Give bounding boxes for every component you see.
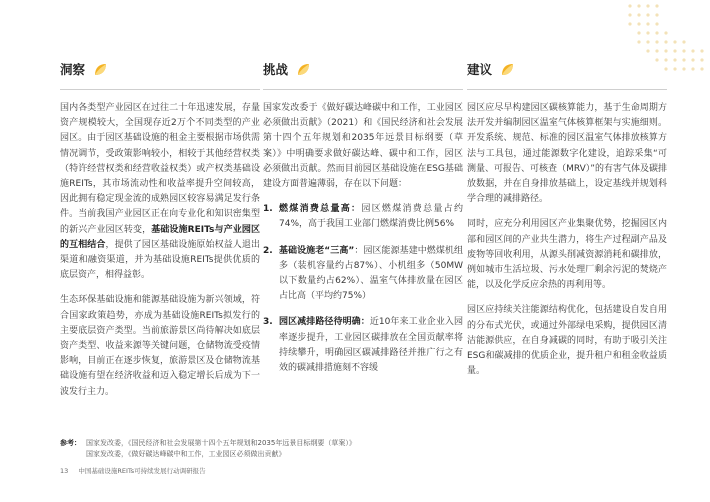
decorative-dot — [682, 67, 685, 70]
insight-column — [60, 58, 260, 410]
insight-heading — [60, 58, 260, 80]
decorative-dot — [646, 40, 649, 43]
page-number: 13 — [60, 467, 69, 475]
decorative-dot — [682, 40, 685, 43]
insight-title: 洞察 — [60, 62, 86, 77]
insight-divider — [60, 89, 260, 90]
decorative-dot — [664, 40, 667, 43]
decorative-dot — [664, 31, 667, 34]
decorative-dot — [655, 40, 658, 43]
decorative-dot — [655, 4, 658, 7]
recommendation-title: 建议 — [467, 62, 493, 77]
decorative-dot — [700, 67, 703, 70]
recommendation-divider — [467, 89, 667, 90]
recommendation-paragraph: 园区应持续关注能源结构优化，包括建设自发自用的分布式光伏，或通过外部绿电采购，提供园区清洁能源供应，在自身减碳的同时，有助于吸引关注ESG和碳减排的优质企业，提升租户和租金收益质量。 — [467, 305, 667, 377]
reference-item: 参考： 国家发改委，《国民经济和社会发展第十四个五年规划和2035年远景目标纲要（草案）》 — [60, 439, 356, 447]
references-label: 参考： — [60, 439, 81, 447]
decorative-dot — [646, 49, 649, 52]
decorative-dot — [637, 31, 640, 34]
leaf-icon — [94, 63, 107, 76]
decorative-dot — [664, 49, 667, 52]
challenge-list-item: 1. 燃煤消费总量高：园区燃煤消费总量占约74%，高于我国工业部门燃煤消费比例56% — [263, 204, 463, 230]
recommendation-heading — [467, 58, 667, 80]
leaf-icon — [297, 63, 310, 76]
decorative-dot — [655, 13, 658, 16]
leaf-icon — [501, 63, 514, 76]
decorative-dot — [637, 40, 640, 43]
decorative-dot — [691, 58, 694, 61]
decorative-dot — [682, 49, 685, 52]
decorative-dot — [691, 67, 694, 70]
decorative-dot — [637, 4, 640, 7]
decorative-dot — [637, 22, 640, 25]
challenge-list-item: 2. 基础设施老“三高”：园区能源基建中燃煤机组多（装机容量约占87%）、小机组多（50MW以下数量约占62%）、温室气体排放量在园区占比高（平均约75%） — [263, 245, 463, 302]
page-footer — [60, 466, 206, 475]
decorative-dot — [628, 22, 631, 25]
challenge-title: 挑战 — [263, 62, 289, 77]
decorative-dot — [655, 31, 658, 34]
decorative-dot — [646, 22, 649, 25]
decorative-dot — [673, 58, 676, 61]
recommendation-paragraph: 同时，应充分利用园区产业集聚优势，挖掘园区内部和园区间的产业共生潜力，将生产过程副产品及废物等回收利用，从源头削减资源消耗和碳排放，例如城市生活垃圾、污水处理厂剩余污泥的焚烧产能，以及化学反应余热的再利用等。 — [467, 219, 667, 291]
decorative-dot — [628, 4, 631, 7]
decorative-dot — [673, 67, 676, 70]
decorative-dot — [646, 13, 649, 16]
insight-paragraph: 国内各类型产业园区在过往二十年迅速发展，存量资产规模较大，全国现存近2万个不同类型的产业园区。由于园区基础设施的租金主要根据市场供需情况调节，受政策影响较小，相较于其他经营权类（特许经营权类和经营收益权类）或产权类基础设施REITs，其市场流动性和收益率提升空间较高，因此拥有稳定现金流的成熟园区较容易满足发行条件。当前我国产业园区正在向专业化和知识密集型的新兴产业园区转变，基础设施REITs与产业园区的互相结合，提供了园区基础设施原始权益人退出渠道和融资渠道，并为基础设施REITs提供优质的底层资产，相得益彰。 — [60, 103, 260, 281]
decorative-dot — [628, 13, 631, 16]
decorative-dot — [691, 49, 694, 52]
challenge-column — [263, 58, 463, 387]
decorative-dot — [646, 31, 649, 34]
decorative-dot — [700, 58, 703, 61]
decorative-dot — [682, 58, 685, 61]
challenge-list-item: 3. 园区减排路径待明确：近10年来工业企业入园率逐步提升，工业园区碳排放在全国贡献率将持续攀升，明确园区碳减排路径并推广行之有效的碳减排措施刻不容缓 — [263, 317, 463, 374]
recommendation-paragraph: 园区应尽早构建园区碳核算能力，基于生命周期方法开发并编制园区温室气体核算框架与实施细则。开发系统、规范、标准的园区温室气体排放核算方法与工具包，通过能源数字化建设，追踪采集“可测量、可报告、可核查（MRV）”的有害气体及碳排放数据，并在自身排放基础上，设定基线并规划科学合理的减排路径。 — [467, 103, 667, 205]
decorative-dot — [700, 49, 703, 52]
references — [60, 438, 356, 460]
decorative-dot — [655, 49, 658, 52]
report-title: 中国基础设施REITs可持续发展行动调研报告 — [78, 467, 206, 475]
decorative-dot — [673, 40, 676, 43]
recommendation-column — [467, 58, 667, 389]
decorative-dot — [655, 22, 658, 25]
reference-item: 国家发改委，《做好碳达峰碳中和工作，工业园区必须做出贡献》 — [86, 450, 286, 458]
insight-paragraph: 生态环保基础设施和能源基础设施为新兴领域，符合国家政策趋势，亦成为基础设施REITs拟发行的主要底层资产类型。当前旅游景区尚待解决如底层资产类型、收益来源等关键问题，仓储物流受疫情影响，目前正在逐步恢复，旅游景区及仓储物流基础设施有望在经济收益和迈入稳定增长后成为下一波发行主力。 — [60, 295, 260, 397]
decorative-dot — [646, 4, 649, 7]
challenge-heading — [263, 58, 463, 80]
challenge-divider — [263, 89, 463, 90]
challenge-intro: 国家发改委于《做好碳达峰碳中和工作，工业园区必须做出贡献》（2021）和《国民经济和社会发展第十四个五年规划和2035年远景目标纲要（草案）》中明确要求做好碳达峰、碳中和工作，园区必须做出贡献。然而目前园区基础设施在ESG基础建设方面普遍薄弱，存在以下问题： — [263, 103, 463, 190]
decorative-dot — [637, 13, 640, 16]
decorative-dot — [673, 49, 676, 52]
